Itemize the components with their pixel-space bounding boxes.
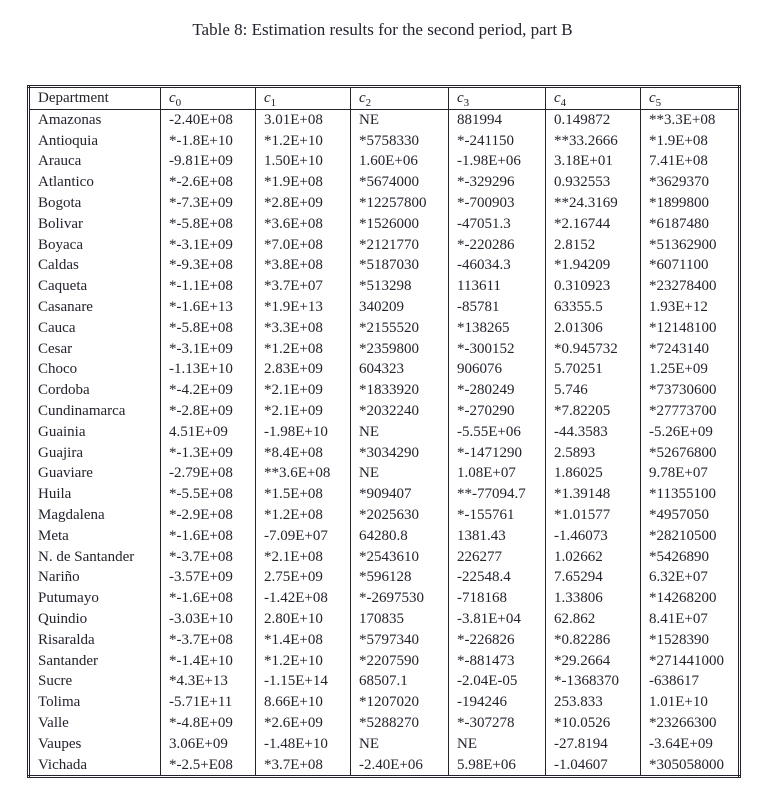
value-cell: 906076 [449, 359, 546, 380]
value-cell: *-3.1E+09 [161, 339, 256, 360]
department-cell: Guainia [38, 423, 86, 440]
table-row [29, 609, 740, 630]
value-cell: **24.3169 [546, 193, 641, 214]
table-row [29, 567, 740, 588]
department-cell: Vaupes [38, 735, 82, 752]
value-cell: *-3.7E+08 [161, 547, 256, 568]
department-cell: Antioquia [38, 132, 98, 149]
value-cell: -9.81E+09 [161, 151, 256, 172]
value-cell: *2.16744 [546, 214, 641, 235]
value-cell: *7.82205 [546, 401, 641, 422]
value-cell: *29.2664 [546, 651, 641, 672]
value-cell: 1.50E+10 [256, 151, 351, 172]
department-cell: Quindio [38, 610, 88, 627]
value-cell: NE [351, 109, 449, 130]
value-cell: *12257800 [351, 193, 449, 214]
value-cell: *-2697530 [351, 588, 449, 609]
department-cell: Guajira [38, 444, 83, 461]
value-cell: *-2.5+E08 [161, 755, 256, 777]
department-cell: Putumayo [38, 590, 99, 607]
value-cell: *7243140 [641, 339, 740, 360]
value-cell: *-220286 [449, 235, 546, 256]
value-cell: *-329296 [449, 172, 546, 193]
value-cell: **3.6E+08 [256, 463, 351, 484]
table-row [29, 131, 740, 152]
department-cell: Boyaca [38, 236, 83, 253]
table-row [29, 443, 740, 464]
value-cell: -1.98E+10 [256, 422, 351, 443]
value-cell: *596128 [351, 567, 449, 588]
value-cell: -3.03E+10 [161, 609, 256, 630]
value-cell: 1.93E+12 [641, 297, 740, 318]
value-cell: *2.6E+09 [256, 713, 351, 734]
department-cell: Casanare [38, 298, 93, 315]
value-cell: 2.80E+10 [256, 609, 351, 630]
table-body [29, 109, 740, 777]
value-cell: NE [351, 422, 449, 443]
department-cell: Atlantico [38, 174, 94, 191]
table-row [29, 193, 740, 214]
value-cell: *-1.8E+10 [161, 131, 256, 152]
value-cell: *1.9E+13 [256, 297, 351, 318]
department-cell: Sucre [38, 673, 73, 690]
value-cell: *1.2E+10 [256, 131, 351, 152]
value-cell: 5.98E+06 [449, 755, 546, 777]
value-cell: *1.2E+08 [256, 505, 351, 526]
value-cell: *-280249 [449, 380, 546, 401]
value-cell: *4957050 [641, 505, 740, 526]
department-cell: Cesar [38, 340, 73, 357]
department-cell: Meta [38, 527, 69, 544]
value-cell: -2.40E+08 [161, 109, 256, 130]
value-cell: *2.1E+08 [256, 547, 351, 568]
value-cell: *0.82286 [546, 630, 641, 651]
value-cell: *513298 [351, 276, 449, 297]
value-cell: *-300152 [449, 339, 546, 360]
value-cell: *1833920 [351, 380, 449, 401]
value-cell: *1.39148 [546, 484, 641, 505]
value-cell: *-1471290 [449, 443, 546, 464]
department-cell: Magdalena [38, 506, 105, 523]
value-cell: 2.8152 [546, 235, 641, 256]
value-cell: 253.833 [546, 692, 641, 713]
value-cell: *-1.3E+09 [161, 443, 256, 464]
value-cell: *1528390 [641, 630, 740, 651]
value-cell: -1.15E+14 [256, 671, 351, 692]
value-cell: *305058000 [641, 755, 740, 777]
value-cell: *-5.8E+08 [161, 214, 256, 235]
estimation-results-table [27, 85, 738, 778]
value-cell: *-226826 [449, 630, 546, 651]
table-row [29, 172, 740, 193]
value-cell: *-2.9E+08 [161, 505, 256, 526]
value-cell: 5.70251 [546, 359, 641, 380]
value-cell: *-4.8E+09 [161, 713, 256, 734]
value-cell: *23266300 [641, 713, 740, 734]
value-cell: 3.18E+01 [546, 151, 641, 172]
value-cell: *3629370 [641, 172, 740, 193]
value-cell: *1207020 [351, 692, 449, 713]
table-row [29, 630, 740, 651]
value-cell: 2.5893 [546, 443, 641, 464]
value-cell: *2359800 [351, 339, 449, 360]
value-cell: 2.83E+09 [256, 359, 351, 380]
value-cell: -3.64E+09 [641, 734, 740, 755]
value-cell: *-5.8E+08 [161, 318, 256, 339]
value-cell: *1.4E+08 [256, 630, 351, 651]
table-row [29, 401, 740, 422]
value-cell: *1.9E+08 [641, 131, 740, 152]
column-header-c0: $c_0$ [161, 87, 256, 110]
value-cell: *-4.2E+09 [161, 380, 256, 401]
value-cell: *4.3E+13 [161, 671, 256, 692]
value-cell: 0.310923 [546, 276, 641, 297]
table-row [29, 235, 740, 256]
value-cell: *73730600 [641, 380, 740, 401]
value-cell: *-1.4E+10 [161, 651, 256, 672]
column-header-c1: $c_1$ [256, 87, 351, 110]
value-cell: -27.8194 [546, 734, 641, 755]
department-cell: Valle [38, 714, 69, 731]
value-cell: *8.4E+08 [256, 443, 351, 464]
value-cell: 3.06E+09 [161, 734, 256, 755]
department-cell: N. de Santander [38, 548, 135, 565]
value-cell: 1.08E+07 [449, 463, 546, 484]
table-row [29, 214, 740, 235]
value-cell: -5.55E+06 [449, 422, 546, 443]
value-cell: -1.42E+08 [256, 588, 351, 609]
value-cell: *5674000 [351, 172, 449, 193]
table-row [29, 276, 740, 297]
value-cell: 9.78E+07 [641, 463, 740, 484]
value-cell: *1526000 [351, 214, 449, 235]
value-cell: -2.40E+06 [351, 755, 449, 777]
value-cell: -2.04E-05 [449, 671, 546, 692]
value-cell: -194246 [449, 692, 546, 713]
value-cell: 226277 [449, 547, 546, 568]
value-cell: *3.7E+08 [256, 755, 351, 777]
value-cell: *3.6E+08 [256, 214, 351, 235]
value-cell: -1.04607 [546, 755, 641, 777]
table-row [29, 297, 740, 318]
value-cell: *-1.6E+08 [161, 588, 256, 609]
value-cell: *1.9E+08 [256, 172, 351, 193]
value-cell: *-9.3E+08 [161, 255, 256, 276]
value-cell: *5187030 [351, 255, 449, 276]
table-caption: Table 8: Estimation results for the second period, part B [192, 20, 573, 39]
value-cell: *2121770 [351, 235, 449, 256]
value-cell: *1899800 [641, 193, 740, 214]
value-cell: 3.01E+08 [256, 109, 351, 130]
value-cell: 7.65294 [546, 567, 641, 588]
value-cell: *1.94209 [546, 255, 641, 276]
value-cell: -85781 [449, 297, 546, 318]
value-cell: *2543610 [351, 547, 449, 568]
table-row [29, 380, 740, 401]
table-row [29, 505, 740, 526]
table-row [29, 651, 740, 672]
value-cell: *-1368370 [546, 671, 641, 692]
value-cell: *271441000 [641, 651, 740, 672]
value-cell: *2207590 [351, 651, 449, 672]
department-cell: Vichada [38, 756, 88, 773]
column-header-c5: $c_5$ [641, 87, 740, 110]
table-row [29, 484, 740, 505]
value-cell: *1.5E+08 [256, 484, 351, 505]
value-cell: 63355.5 [546, 297, 641, 318]
value-cell: *2.1E+09 [256, 401, 351, 422]
value-cell: 5.746 [546, 380, 641, 401]
value-cell: NE [351, 463, 449, 484]
value-cell: 604323 [351, 359, 449, 380]
value-cell: *5797340 [351, 630, 449, 651]
column-header-c3: $c_3$ [449, 87, 546, 110]
value-cell: NE [449, 734, 546, 755]
value-cell: 1.01E+10 [641, 692, 740, 713]
department-cell: Cordoba [38, 382, 90, 399]
value-cell: *-7.3E+09 [161, 193, 256, 214]
value-cell: 68507.1 [351, 671, 449, 692]
value-cell: *-3.1E+09 [161, 235, 256, 256]
value-cell: *3034290 [351, 443, 449, 464]
department-cell: Nariño [38, 569, 80, 586]
table-row [29, 422, 740, 443]
department-cell: Arauca [38, 153, 82, 170]
value-cell: -2.79E+08 [161, 463, 256, 484]
value-cell: *52676800 [641, 443, 740, 464]
value-cell: *2.1E+09 [256, 380, 351, 401]
value-cell: 1381.43 [449, 526, 546, 547]
table-row [29, 713, 740, 734]
value-cell: 1.02662 [546, 547, 641, 568]
value-cell: 1.33806 [546, 588, 641, 609]
table-row [29, 463, 740, 484]
department-cell: Choco [38, 361, 78, 378]
value-cell: 7.41E+08 [641, 151, 740, 172]
value-cell: -1.48E+10 [256, 734, 351, 755]
column-header-c4: $c_4$ [546, 87, 641, 110]
value-cell: -5.71E+11 [161, 692, 256, 713]
value-cell: -7.09E+07 [256, 526, 351, 547]
value-cell: *5758330 [351, 131, 449, 152]
value-cell: *7.0E+08 [256, 235, 351, 256]
table-row [29, 547, 740, 568]
value-cell: *6071100 [641, 255, 740, 276]
value-cell: 170835 [351, 609, 449, 630]
value-cell: -47051.3 [449, 214, 546, 235]
results-table [27, 85, 741, 778]
value-cell: *-1.6E+13 [161, 297, 256, 318]
department-cell: Santander [38, 652, 98, 669]
table-row [29, 755, 740, 777]
value-cell: 1.25E+09 [641, 359, 740, 380]
value-cell: -1.98E+06 [449, 151, 546, 172]
table-row [29, 734, 740, 755]
value-cell: -44.3583 [546, 422, 641, 443]
value-cell: 1.86025 [546, 463, 641, 484]
department-cell: Amazonas [38, 111, 102, 128]
value-cell: 64280.8 [351, 526, 449, 547]
value-cell: -3.81E+04 [449, 609, 546, 630]
value-cell: *10.0526 [546, 713, 641, 734]
value-cell: *-700903 [449, 193, 546, 214]
value-cell: *28210500 [641, 526, 740, 547]
department-cell: Risaralda [38, 631, 95, 648]
table-row [29, 588, 740, 609]
table-row [29, 109, 740, 130]
department-cell: Cundinamarca [38, 402, 126, 419]
table-row [29, 151, 740, 172]
value-cell: *-307278 [449, 713, 546, 734]
value-cell: **-77094.7 [449, 484, 546, 505]
value-cell: *-2.8E+09 [161, 401, 256, 422]
value-cell: -46034.3 [449, 255, 546, 276]
value-cell: *14268200 [641, 588, 740, 609]
value-cell: 2.01306 [546, 318, 641, 339]
table-row [29, 671, 740, 692]
value-cell: *-2.6E+08 [161, 172, 256, 193]
table-row [29, 318, 740, 339]
value-cell: *1.01577 [546, 505, 641, 526]
value-cell: *-1.1E+08 [161, 276, 256, 297]
value-cell: *909407 [351, 484, 449, 505]
value-cell: *51362900 [641, 235, 740, 256]
value-cell: *2032240 [351, 401, 449, 422]
value-cell: *1.2E+08 [256, 339, 351, 360]
value-cell: 113611 [449, 276, 546, 297]
value-cell: 2.75E+09 [256, 567, 351, 588]
value-cell: *0.945732 [546, 339, 641, 360]
table-row [29, 339, 740, 360]
value-cell: -638617 [641, 671, 740, 692]
table-row [29, 359, 740, 380]
value-cell: **33.2666 [546, 131, 641, 152]
department-cell: Tolima [38, 694, 81, 711]
table-header-row [29, 87, 740, 110]
value-cell: *138265 [449, 318, 546, 339]
value-cell: *1.2E+10 [256, 651, 351, 672]
value-cell: 6.32E+07 [641, 567, 740, 588]
table-row [29, 692, 740, 713]
value-cell: *-1.6E+08 [161, 526, 256, 547]
value-cell: **3.3E+08 [641, 109, 740, 130]
value-cell: NE [351, 734, 449, 755]
value-cell: *-155761 [449, 505, 546, 526]
column-header-department: Department [29, 87, 161, 110]
table-row [29, 526, 740, 547]
value-cell: *6187480 [641, 214, 740, 235]
value-cell: *11355100 [641, 484, 740, 505]
value-cell: *3.7E+07 [256, 276, 351, 297]
value-cell: -1.13E+10 [161, 359, 256, 380]
value-cell: *5288270 [351, 713, 449, 734]
value-cell: *-270290 [449, 401, 546, 422]
value-cell: -22548.4 [449, 567, 546, 588]
column-header-c2: $c_2$ [351, 87, 449, 110]
value-cell: *-3.7E+08 [161, 630, 256, 651]
value-cell: -1.46073 [546, 526, 641, 547]
value-cell: *27773700 [641, 401, 740, 422]
value-cell: *12148100 [641, 318, 740, 339]
value-cell: *2025630 [351, 505, 449, 526]
value-cell: *-881473 [449, 651, 546, 672]
department-cell: Caqueta [38, 278, 88, 295]
value-cell: 0.149872 [546, 109, 641, 130]
value-cell: *3.3E+08 [256, 318, 351, 339]
value-cell: *23278400 [641, 276, 740, 297]
department-cell: Guaviare [38, 465, 93, 482]
value-cell: *5426890 [641, 547, 740, 568]
value-cell: *-241150 [449, 131, 546, 152]
department-cell: Bogota [38, 194, 82, 211]
value-cell: *3.8E+08 [256, 255, 351, 276]
value-cell: *-5.5E+08 [161, 484, 256, 505]
value-cell: 4.51E+09 [161, 422, 256, 443]
value-cell: 0.932553 [546, 172, 641, 193]
value-cell: 881994 [449, 109, 546, 130]
value-cell: -718168 [449, 588, 546, 609]
department-cell: Huila [38, 486, 72, 503]
value-cell: -5.26E+09 [641, 422, 740, 443]
value-cell: 340209 [351, 297, 449, 318]
value-cell: 8.41E+07 [641, 609, 740, 630]
value-cell: 1.60E+06 [351, 151, 449, 172]
table-row [29, 255, 740, 276]
department-cell: Caldas [38, 257, 79, 274]
value-cell: *2.8E+09 [256, 193, 351, 214]
value-cell: -3.57E+09 [161, 567, 256, 588]
value-cell: *2155520 [351, 318, 449, 339]
department-cell: Bolivar [38, 215, 83, 232]
department-cell: Cauca [38, 319, 76, 336]
value-cell: 62.862 [546, 609, 641, 630]
value-cell: 8.66E+10 [256, 692, 351, 713]
